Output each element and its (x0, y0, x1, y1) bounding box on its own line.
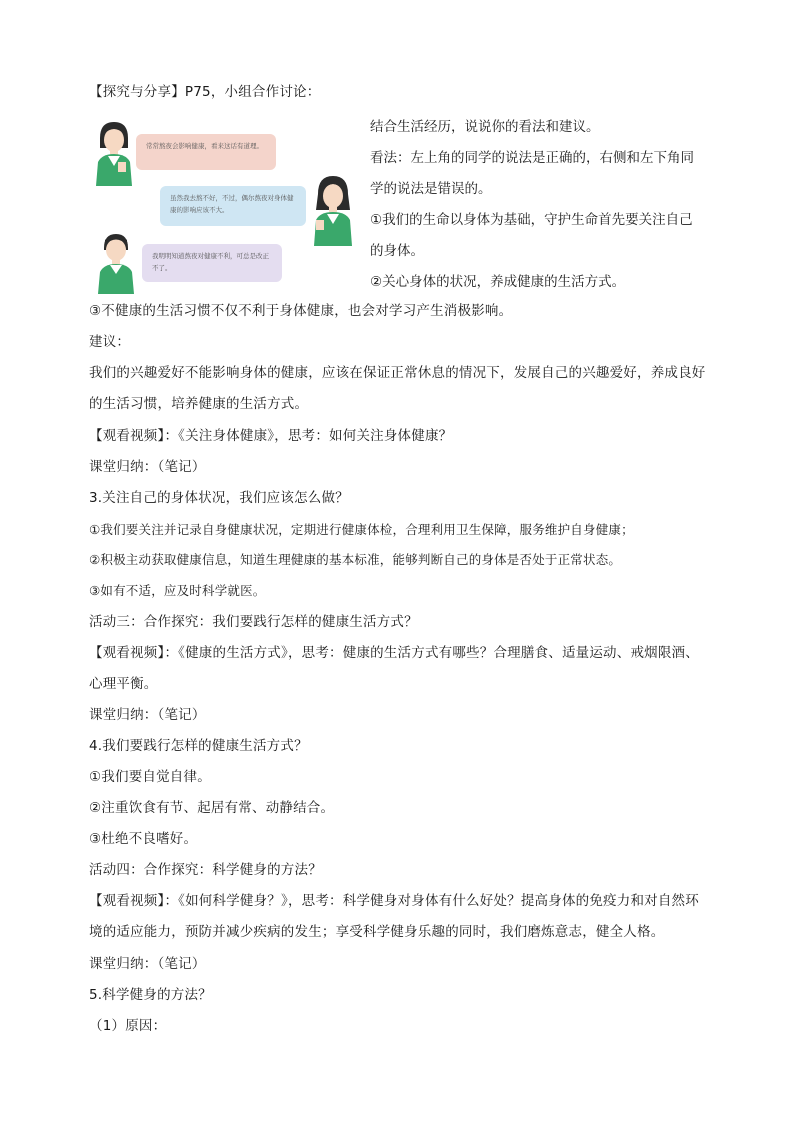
question-4: 4.我们要践行怎样的健康生活方式？ (89, 738, 308, 754)
video-prompt-2: 【观看视频】：《健康的生活方式》，思考：健康的生活方式有哪些？合理膳食、适量运动、戒烟限酒、心理平衡。 (89, 645, 699, 692)
speech-bubble-3: 我明明知道熬夜对健康不利，可总是改正不了。 (142, 244, 282, 282)
speech-bubble-2: 虽然我去熬不好，不过，偶尔熬夜对身体健康的影响应该不大。 (160, 186, 306, 226)
activity-3: 活动三：合作探究：我们要践行怎样的健康生活方式？ (89, 614, 418, 630)
student-boy-icon (94, 228, 138, 294)
question-5: 5.科学健身的方法？ (89, 987, 212, 1003)
answer-3-2: ②积极主动获取健康信息，知道生理健康的基本标准，能够判断自己的身体是否处于正常状态。 (89, 552, 622, 567)
prompt-text: 结合生活经历，说说你的看法和建议。 (370, 119, 600, 135)
class-summary-3: 课堂归纳：（笔记） (89, 956, 206, 972)
activity-4: 活动四：合作探究：科学健身的方法？ (89, 862, 322, 878)
answer-4-2: ②注重饮食有节、起居有常、动静结合。 (89, 800, 335, 816)
student-girl-icon (92, 116, 136, 186)
video-prompt-1: 【观看视频】：《关注身体健康》，思考：如何关注身体健康？ (89, 428, 453, 444)
opinion-text: 看法：左上角的同学的说法是正确的，右侧和左下角同学的说法是错误的。 (370, 150, 694, 197)
class-summary-2: 课堂归纳：（笔记） (89, 707, 206, 723)
video-prompt-3: 【观看视频】：《如何科学健身？》，思考：科学健身对身体有什么好处？提高身体的免疫力和对自然环境的适应能力，预防并减少疾病的发生；享受科学健身乐趣的同时，我们磨炼意志，健全人格。 (89, 893, 699, 940)
discussion-illustration (92, 112, 358, 294)
answer-3-3: ③如有不适，应及时科学就医。 (89, 583, 266, 598)
suggestion-text: 我们的兴趣爱好不能影响身体的健康，应该在保证正常休息的情况下，发展自己的兴趣爱好，养成良好的生活习惯，培养健康的生活方式。 (89, 365, 706, 412)
answer-5-1: （1）原因： (89, 1018, 167, 1034)
answer-3-1: ①我们要关注并记录自身健康状况，定期进行健康体检，合理利用卫生保障，服务维护自身健康； (89, 522, 634, 537)
answer-4-3: ③杜绝不良嗜好。 (89, 831, 198, 847)
point-3: ③不健康的生活习惯不仅不利于身体健康，也会对学习产生消极影响。 (89, 303, 513, 319)
class-summary-1: 课堂归纳：（笔记） (89, 459, 206, 475)
suggestion-label: 建议： (89, 334, 131, 350)
speech-bubble-1: 常常熬夜会影响健康，看来这话有道理。 (136, 134, 276, 170)
point-2: ②关心身体的状况，养成健康的生活方式。 (370, 274, 626, 290)
right-column (370, 112, 706, 298)
student-girl-right-icon (310, 170, 356, 246)
answer-4-1: ①我们要自觉自律。 (89, 769, 211, 785)
header-line: 【探究与分享】P75，小组合作讨论： (89, 84, 321, 100)
question-3: 3.关注自己的身体状况，我们应该怎么做？ (89, 490, 349, 506)
point-1: ①我们的生命以身体为基础，守护生命首先要关注自己的身体。 (370, 212, 693, 259)
